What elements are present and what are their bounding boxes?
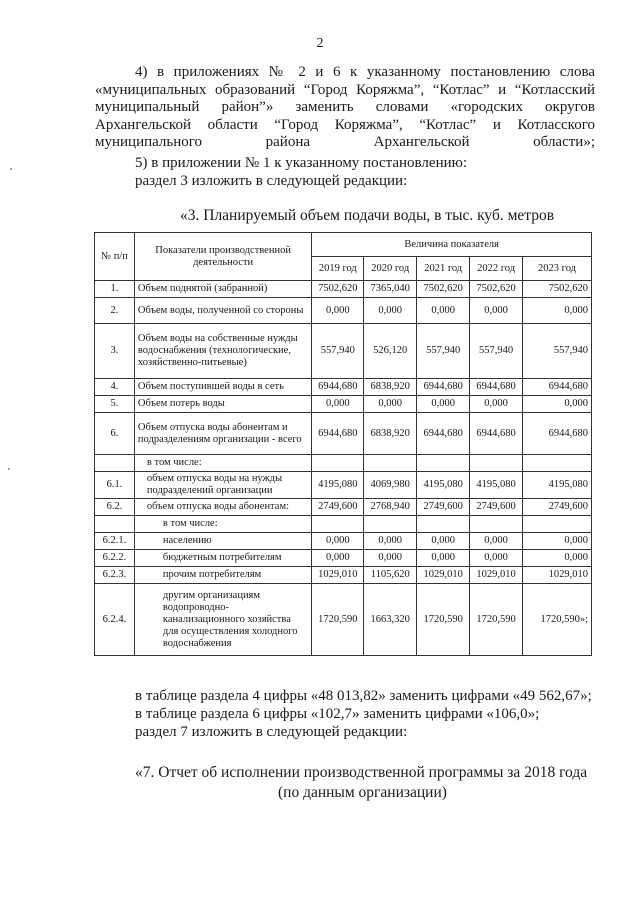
row-number: 1. [95,281,135,298]
row-number [95,455,135,472]
row-value: 0,000 [470,396,523,413]
row-number: 6.2.4. [95,584,135,656]
section3-title: «3. Планируемый объем подачи воды, в тыс. куб. метров [180,207,555,224]
table-row [95,567,592,584]
row-value: 4195,080 [312,472,364,499]
row-value: 4195,080 [470,472,523,499]
row-value: 0,000 [523,550,592,567]
row-value: 1720,590 [470,584,523,656]
header-year: 2021 год [417,257,470,281]
row-value: 557,940 [523,324,592,379]
row-value: 6838,920 [364,379,417,396]
row-value: 0,000 [364,298,417,324]
row-value: 1720,590 [417,584,470,656]
row-label: другим организациям водопроводно-канализационного хозяйства для осуществления холодного водоснабжения [134,584,311,656]
row-value [417,455,470,472]
row-number: 6.2.2. [95,550,135,567]
row-value: 0,000 [523,396,592,413]
header-year: 2019 год [312,257,364,281]
row-value: 1105,620 [364,567,417,584]
row-number: 2. [95,298,135,324]
header-year: 2020 год [364,257,417,281]
row-value: 6838,920 [364,413,417,455]
row-value: 7502,620 [312,281,364,298]
row-value: 7502,620 [523,281,592,298]
after-line-1: в таблице раздела 4 цифры «48 013,82» заменить цифрами «49 562,67»; [135,688,592,704]
row-number: 6. [95,413,135,455]
header-year: 2022 год [470,257,523,281]
row-number: 3. [95,324,135,379]
row-value: 526,120 [364,324,417,379]
header-num: № п/п [95,233,135,281]
row-value: 6944,680 [417,413,470,455]
row-label: Объем отпуска воды абонентам и подразделениям организации - всего [134,413,311,455]
row-label: Объем воды, полученной со стороны [134,298,311,324]
row-value: 7365,040 [364,281,417,298]
row-value [364,455,417,472]
row-value: 0,000 [364,396,417,413]
table-row [95,499,592,516]
after-line-2: в таблице раздела 6 цифры «102,7» заменить цифрами «106,0»; [135,706,540,722]
row-value: 557,940 [470,324,523,379]
table-row [95,584,592,656]
scan-speck [10,168,12,170]
row-label: в том числе: [134,516,311,533]
header-value: Величина показателя [312,233,592,257]
table-body [95,281,592,656]
row-label: в том числе: [134,455,311,472]
table-row [95,281,592,298]
row-value: 0,000 [364,533,417,550]
scan-speck [8,468,10,470]
row-value: 6944,680 [470,413,523,455]
section7-title-line1: «7. Отчет об исполнении производственной программы за 2018 года [135,764,588,781]
row-label: населению [134,533,311,550]
row-number: 6.2.1. [95,533,135,550]
row-value: 6944,680 [523,379,592,396]
row-value: 1720,590»; [523,584,592,656]
row-value: 1663,320 [364,584,417,656]
table-row [95,455,592,472]
row-value: 557,940 [417,324,470,379]
table-row [95,516,592,533]
row-value: 6944,680 [312,379,364,396]
after-line-3: раздел 7 изложить в следующей редакции: [135,724,408,740]
row-value: 7502,620 [417,281,470,298]
paragraph-item-4: 4) в приложениях № 2 и 6 к указанному постановлению слова «муниципальных образований “Город Коряжма”, “Котлас” и “Котласский муниципальный район”» заменить словами «городских округов Архангельской области “Город Коряжма”, “Котлас” и Котласского муниципального района Архангельской области»; [95,64,595,150]
section7-title-line2: (по данным организации) [278,784,447,801]
paragraph-item-5: 5) в приложении № 1 к указанному постановлению: [135,155,467,171]
row-value: 0,000 [364,550,417,567]
row-value [523,455,592,472]
row-number: 6.2.3. [95,567,135,584]
row-value: 0,000 [417,396,470,413]
row-value: 2749,600 [470,499,523,516]
row-value: 6944,680 [312,413,364,455]
row-value: 2768,940 [364,499,417,516]
row-value: 1029,010 [470,567,523,584]
row-number [95,516,135,533]
row-value: 6944,680 [470,379,523,396]
table-row [95,298,592,324]
table-row [95,396,592,413]
water-supply-table [94,232,592,656]
row-value: 557,940 [312,324,364,379]
row-value: 4195,080 [417,472,470,499]
row-value: 6944,680 [523,413,592,455]
header-indicators: Показатели производственной деятельности [134,233,311,281]
row-label: Объем воды на собственные нужды водоснабжения (технологические, хозяйственно-питьевые) [134,324,311,379]
row-value: 0,000 [470,298,523,324]
row-value: 0,000 [417,550,470,567]
table-row [95,550,592,567]
row-value: 0,000 [417,298,470,324]
row-value: 1720,590 [312,584,364,656]
header-year: 2023 год [523,257,592,281]
row-value [470,455,523,472]
row-value: 0,000 [312,396,364,413]
row-value: 2749,600 [523,499,592,516]
row-value: 4195,080 [523,472,592,499]
row-value: 0,000 [417,533,470,550]
row-value: 0,000 [523,533,592,550]
row-value: 0,000 [312,298,364,324]
paragraph-section3-intro: раздел 3 изложить в следующей редакции: [135,173,408,189]
row-label: объем отпуска воды абонентам: [134,499,311,516]
row-value: 2749,600 [312,499,364,516]
row-number: 5. [95,396,135,413]
row-value [312,455,364,472]
row-value: 6944,680 [417,379,470,396]
row-number: 6.2. [95,499,135,516]
row-label: Объем потерь воды [134,396,311,413]
page-number: 2 [316,36,324,51]
row-label: Объем поднятой (забранной) [134,281,311,298]
row-value: 1029,010 [523,567,592,584]
row-value [312,516,364,533]
row-value [523,516,592,533]
row-number: 4. [95,379,135,396]
table-row [95,413,592,455]
table-row [95,533,592,550]
row-number: 6.1. [95,472,135,499]
row-label: прочим потребителям [134,567,311,584]
table-row [95,379,592,396]
row-value: 1029,010 [417,567,470,584]
row-value: 0,000 [470,550,523,567]
row-value: 0,000 [470,533,523,550]
row-value [470,516,523,533]
row-value [364,516,417,533]
row-value: 0,000 [312,550,364,567]
row-value: 0,000 [523,298,592,324]
row-label: Объем поступившей воды в сеть [134,379,311,396]
row-value: 2749,600 [417,499,470,516]
table-row [95,324,592,379]
row-value: 7502,620 [470,281,523,298]
row-label: бюджетным потребителям [134,550,311,567]
row-value [417,516,470,533]
row-value: 0,000 [312,533,364,550]
row-value: 1029,010 [312,567,364,584]
row-label: объем отпуска воды на нужды подразделений организации [134,472,311,499]
table-row [95,472,592,499]
row-value: 4069,980 [364,472,417,499]
